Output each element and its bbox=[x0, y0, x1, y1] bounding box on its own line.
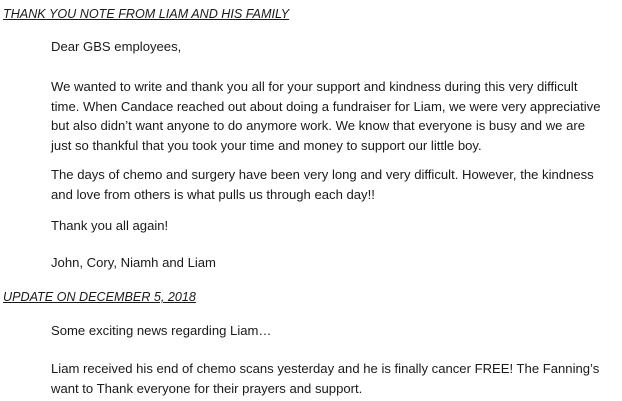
signature-line bbox=[51, 253, 619, 273]
greeting bbox=[51, 37, 619, 57]
paragraph-line: The days of chemo and surgery have been very long and very difficult. However, the kindness bbox=[51, 167, 594, 182]
thank-you-heading: THANK YOU NOTE FROM LIAM AND HIS FAMILY bbox=[3, 7, 290, 21]
thank-you-paragraph-2 bbox=[51, 165, 619, 204]
paragraph-line: We wanted to write and thank you all for your support and kindness during this very difficult bbox=[51, 79, 578, 94]
closing-text: Thank you all again! bbox=[51, 218, 169, 233]
update-body bbox=[51, 359, 619, 398]
paragraph-line: time. When Candace reached out about doing a fundraiser for Liam, we were very appreciative bbox=[51, 98, 601, 114]
update-intro bbox=[51, 321, 619, 341]
paragraph-line: but also didn’t want anyone to do anymore work. We know that everyone is busy and we are bbox=[51, 118, 585, 133]
thank-you-paragraph-1 bbox=[51, 77, 619, 155]
paragraph-line: want to Thank everyone for their prayers and support. bbox=[51, 380, 363, 396]
paragraph-line: Liam received his end of chemo scans yesterday and he is finally cancer FREE! The Fanning’s bbox=[51, 361, 600, 376]
update-heading: UPDATE ON DECEMBER 5, 2018 bbox=[3, 290, 196, 304]
greeting-line: Dear GBS employees, bbox=[51, 39, 182, 54]
paragraph-line: and love from others is what pulls us through each day!! bbox=[51, 186, 375, 202]
signature-text: John, Cory, Niamh and Liam bbox=[51, 255, 216, 270]
paragraph-line: just so thankful that you took your time and money to support our little boy. bbox=[51, 137, 482, 153]
closing-line bbox=[51, 216, 619, 236]
update-intro-text: Some exciting news regarding Liam… bbox=[51, 323, 272, 338]
